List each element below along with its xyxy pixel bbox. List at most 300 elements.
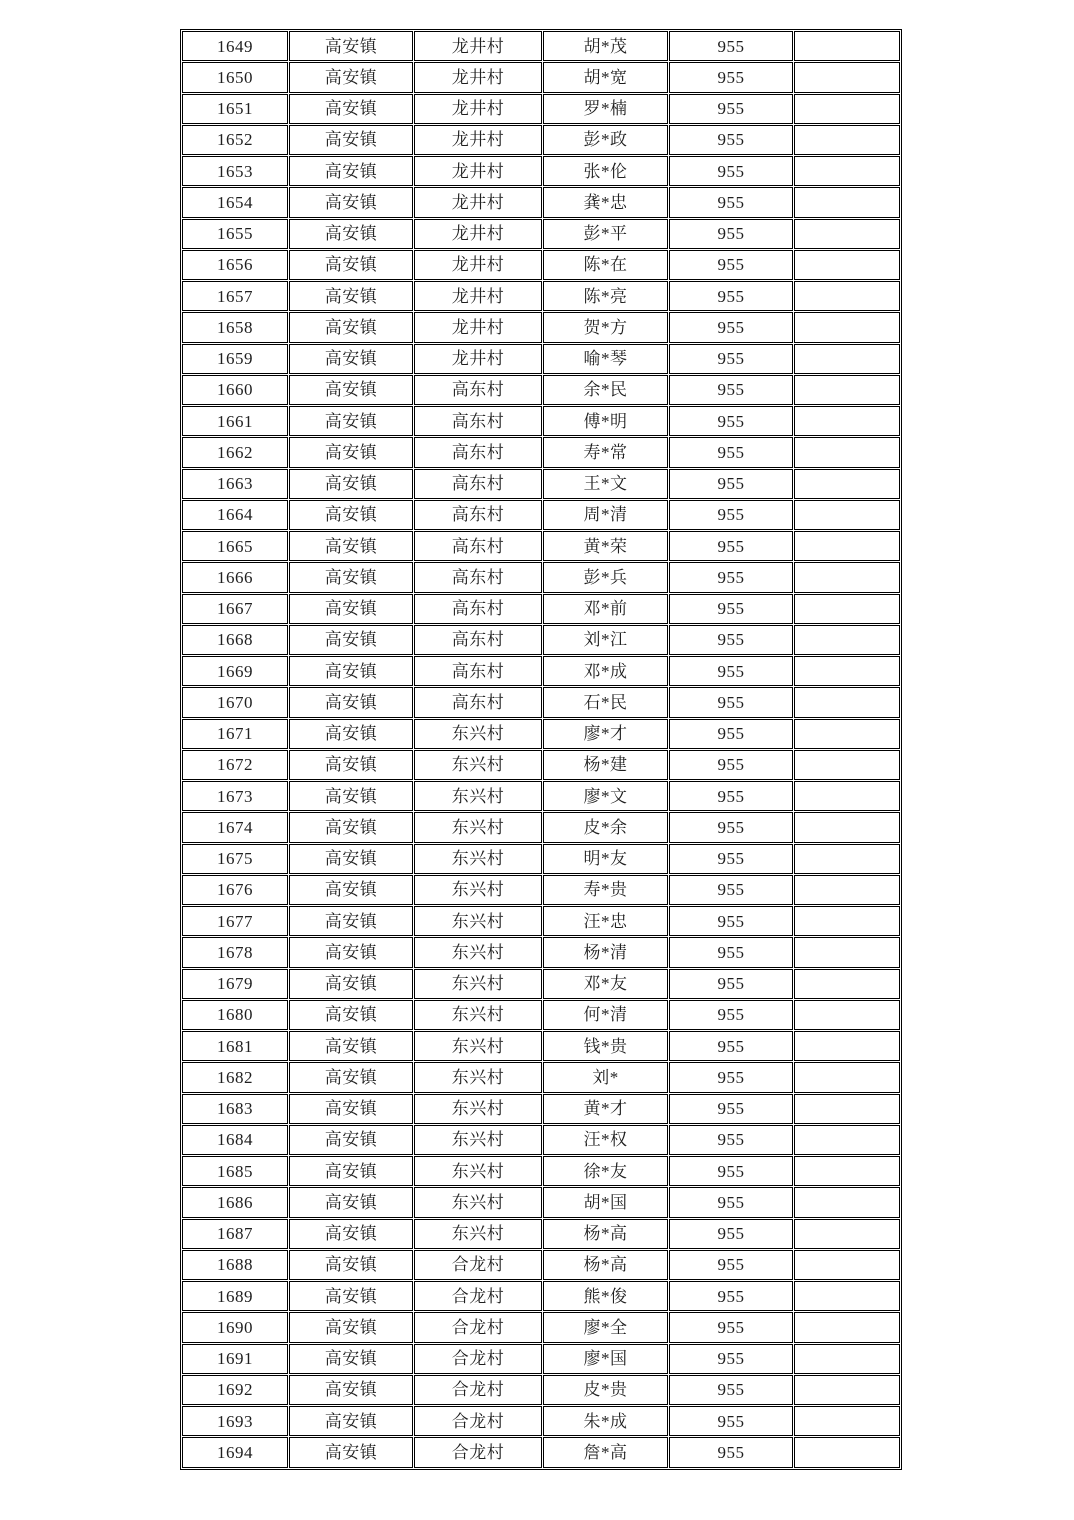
cell-sequence-number: 1678: [182, 937, 288, 967]
cell-sequence-number: 1684: [182, 1125, 288, 1155]
cell-sequence-number: 1677: [182, 906, 288, 936]
cell-town: 高安镇: [289, 469, 413, 499]
cell-village: 东兴村: [414, 1187, 542, 1217]
cell-person-name: 廖*才: [543, 719, 668, 749]
table-row: [182, 812, 900, 842]
cell-town: 高安镇: [289, 156, 413, 186]
cell-town: 高安镇: [289, 687, 413, 717]
cell-town: 高安镇: [289, 406, 413, 436]
table-row: [182, 531, 900, 561]
table-row: [182, 1312, 900, 1342]
cell-blank: [794, 625, 900, 655]
cell-blank: [794, 406, 900, 436]
cell-sequence-number: 1667: [182, 594, 288, 624]
cell-person-name: 彭*政: [543, 125, 668, 155]
cell-blank: [794, 1125, 900, 1155]
cell-town: 高安镇: [289, 1281, 413, 1311]
cell-town: 高安镇: [289, 125, 413, 155]
cell-person-name: 张*伦: [543, 156, 668, 186]
cell-blank: [794, 969, 900, 999]
cell-town: 高安镇: [289, 1219, 413, 1249]
cell-person-name: 朱*成: [543, 1406, 668, 1436]
cell-sequence-number: 1674: [182, 812, 288, 842]
cell-town: 高安镇: [289, 531, 413, 561]
cell-blank: [794, 469, 900, 499]
table-row: [182, 187, 900, 217]
cell-blank: [794, 375, 900, 405]
cell-blank: [794, 937, 900, 967]
cell-sequence-number: 1670: [182, 687, 288, 717]
cell-blank: [794, 1281, 900, 1311]
cell-village: 高东村: [414, 375, 542, 405]
cell-village: 东兴村: [414, 906, 542, 936]
table-row: [182, 656, 900, 686]
cell-person-name: 胡*宽: [543, 62, 668, 92]
cell-blank: [794, 875, 900, 905]
table-row: [182, 1062, 900, 1092]
cell-town: 高安镇: [289, 1344, 413, 1374]
cell-sequence-number: 1663: [182, 469, 288, 499]
cell-sequence-number: 1689: [182, 1281, 288, 1311]
cell-blank: [794, 437, 900, 467]
cell-blank: [794, 812, 900, 842]
table-row: [182, 750, 900, 780]
cell-village: 东兴村: [414, 1031, 542, 1061]
cell-village: 龙井村: [414, 312, 542, 342]
cell-person-name: 廖*文: [543, 781, 668, 811]
cell-village: 龙井村: [414, 250, 542, 280]
cell-person-name: 何*清: [543, 1000, 668, 1030]
cell-value: 955: [669, 1219, 793, 1249]
cell-person-name: 寿*贵: [543, 875, 668, 905]
table-row: [182, 844, 900, 874]
cell-person-name: 杨*建: [543, 750, 668, 780]
cell-value: 955: [669, 750, 793, 780]
cell-sequence-number: 1683: [182, 1094, 288, 1124]
cell-value: 955: [669, 1125, 793, 1155]
cell-village: 东兴村: [414, 719, 542, 749]
table-row: [182, 969, 900, 999]
cell-sequence-number: 1657: [182, 281, 288, 311]
cell-value: 955: [669, 625, 793, 655]
cell-village: 高东村: [414, 406, 542, 436]
cell-person-name: 王*文: [543, 469, 668, 499]
cell-value: 955: [669, 1156, 793, 1186]
cell-sequence-number: 1665: [182, 531, 288, 561]
cell-blank: [794, 687, 900, 717]
cell-town: 高安镇: [289, 1406, 413, 1436]
cell-village: 高东村: [414, 531, 542, 561]
cell-value: 955: [669, 250, 793, 280]
cell-person-name: 邓*前: [543, 594, 668, 624]
cell-blank: [794, 62, 900, 92]
cell-blank: [794, 1406, 900, 1436]
cell-town: 高安镇: [289, 187, 413, 217]
table-row: [182, 312, 900, 342]
cell-blank: [794, 1187, 900, 1217]
cell-person-name: 杨*高: [543, 1250, 668, 1280]
cell-village: 高东村: [414, 437, 542, 467]
cell-sequence-number: 1655: [182, 219, 288, 249]
cell-person-name: 彭*兵: [543, 562, 668, 592]
cell-sequence-number: 1682: [182, 1062, 288, 1092]
cell-sequence-number: 1659: [182, 344, 288, 374]
table-row: [182, 406, 900, 436]
cell-town: 高安镇: [289, 969, 413, 999]
cell-sequence-number: 1673: [182, 781, 288, 811]
cell-person-name: 邓*成: [543, 656, 668, 686]
cell-value: 955: [669, 656, 793, 686]
cell-village: 东兴村: [414, 750, 542, 780]
cell-sequence-number: 1666: [182, 562, 288, 592]
cell-person-name: 汪*忠: [543, 906, 668, 936]
cell-person-name: 廖*国: [543, 1344, 668, 1374]
cell-village: 东兴村: [414, 1219, 542, 1249]
cell-person-name: 徐*友: [543, 1156, 668, 1186]
table-row: [182, 594, 900, 624]
cell-value: 955: [669, 469, 793, 499]
cell-blank: [794, 1000, 900, 1030]
cell-sequence-number: 1685: [182, 1156, 288, 1186]
cell-town: 高安镇: [289, 1187, 413, 1217]
cell-value: 955: [669, 812, 793, 842]
cell-person-name: 皮*余: [543, 812, 668, 842]
cell-value: 955: [669, 594, 793, 624]
cell-village: 高东村: [414, 594, 542, 624]
cell-town: 高安镇: [289, 31, 413, 61]
cell-person-name: 石*民: [543, 687, 668, 717]
cell-value: 955: [669, 969, 793, 999]
cell-sequence-number: 1654: [182, 187, 288, 217]
cell-value: 955: [669, 281, 793, 311]
cell-sequence-number: 1688: [182, 1250, 288, 1280]
cell-village: 东兴村: [414, 969, 542, 999]
cell-person-name: 钱*贵: [543, 1031, 668, 1061]
table-row: [182, 1281, 900, 1311]
cell-value: 955: [669, 94, 793, 124]
cell-person-name: 刘*江: [543, 625, 668, 655]
cell-value: 955: [669, 156, 793, 186]
cell-town: 高安镇: [289, 781, 413, 811]
cell-blank: [794, 1250, 900, 1280]
cell-village: 东兴村: [414, 937, 542, 967]
cell-village: 东兴村: [414, 1000, 542, 1030]
cell-town: 高安镇: [289, 1250, 413, 1280]
table-row: [182, 500, 900, 530]
table-row: [182, 875, 900, 905]
cell-blank: [794, 1062, 900, 1092]
cell-sequence-number: 1671: [182, 719, 288, 749]
cell-person-name: 汪*权: [543, 1125, 668, 1155]
cell-village: 龙井村: [414, 94, 542, 124]
cell-village: 东兴村: [414, 1062, 542, 1092]
cell-town: 高安镇: [289, 250, 413, 280]
cell-blank: [794, 1312, 900, 1342]
cell-town: 高安镇: [289, 625, 413, 655]
cell-value: 955: [669, 531, 793, 561]
cell-village: 龙井村: [414, 31, 542, 61]
cell-sequence-number: 1687: [182, 1219, 288, 1249]
cell-town: 高安镇: [289, 719, 413, 749]
cell-person-name: 熊*俊: [543, 1281, 668, 1311]
table-row: [182, 375, 900, 405]
cell-value: 955: [669, 375, 793, 405]
cell-person-name: 杨*清: [543, 937, 668, 967]
cell-person-name: 邓*友: [543, 969, 668, 999]
cell-sequence-number: 1650: [182, 62, 288, 92]
cell-blank: [794, 31, 900, 61]
cell-person-name: 胡*茂: [543, 31, 668, 61]
cell-sequence-number: 1676: [182, 875, 288, 905]
cell-town: 高安镇: [289, 1031, 413, 1061]
cell-value: 955: [669, 219, 793, 249]
cell-village: 合龙村: [414, 1344, 542, 1374]
cell-village: 高东村: [414, 500, 542, 530]
cell-value: 955: [669, 1312, 793, 1342]
table-row: [182, 156, 900, 186]
cell-sequence-number: 1669: [182, 656, 288, 686]
table-row: [182, 906, 900, 936]
table-row: [182, 562, 900, 592]
cell-blank: [794, 844, 900, 874]
table-row: [182, 31, 900, 61]
table-row: [182, 687, 900, 717]
table-row: [182, 1250, 900, 1280]
cell-person-name: 罗*楠: [543, 94, 668, 124]
cell-village: 合龙村: [414, 1250, 542, 1280]
table-row: [182, 62, 900, 92]
table-row: [182, 94, 900, 124]
cell-value: 955: [669, 187, 793, 217]
cell-person-name: 胡*国: [543, 1187, 668, 1217]
cell-town: 高安镇: [289, 656, 413, 686]
cell-town: 高安镇: [289, 219, 413, 249]
cell-blank: [794, 187, 900, 217]
table-row: [182, 625, 900, 655]
cell-blank: [794, 719, 900, 749]
cell-sequence-number: 1691: [182, 1344, 288, 1374]
cell-sequence-number: 1658: [182, 312, 288, 342]
cell-blank: [794, 1094, 900, 1124]
cell-blank: [794, 781, 900, 811]
table-row: [182, 719, 900, 749]
cell-sequence-number: 1653: [182, 156, 288, 186]
cell-person-name: 陈*亮: [543, 281, 668, 311]
cell-town: 高安镇: [289, 437, 413, 467]
cell-value: 955: [669, 1344, 793, 1374]
cell-village: 龙井村: [414, 62, 542, 92]
table-row: [182, 781, 900, 811]
cell-town: 高安镇: [289, 1000, 413, 1030]
cell-person-name: 彭*平: [543, 219, 668, 249]
cell-sequence-number: 1652: [182, 125, 288, 155]
cell-sequence-number: 1693: [182, 1406, 288, 1436]
table-row: [182, 1031, 900, 1061]
cell-sequence-number: 1660: [182, 375, 288, 405]
cell-value: 955: [669, 906, 793, 936]
cell-sequence-number: 1662: [182, 437, 288, 467]
cell-value: 955: [669, 125, 793, 155]
cell-blank: [794, 1437, 900, 1468]
cell-blank: [794, 1375, 900, 1405]
cell-village: 龙井村: [414, 125, 542, 155]
cell-value: 955: [669, 687, 793, 717]
cell-village: 东兴村: [414, 1094, 542, 1124]
table-row: [182, 281, 900, 311]
cell-town: 高安镇: [289, 1156, 413, 1186]
cell-value: 955: [669, 1000, 793, 1030]
cell-blank: [794, 531, 900, 561]
table-row: [182, 937, 900, 967]
cell-person-name: 傅*明: [543, 406, 668, 436]
cell-village: 龙井村: [414, 219, 542, 249]
cell-town: 高安镇: [289, 812, 413, 842]
cell-blank: [794, 1344, 900, 1374]
cell-blank: [794, 125, 900, 155]
cell-town: 高安镇: [289, 1437, 413, 1468]
cell-village: 合龙村: [414, 1406, 542, 1436]
cell-value: 955: [669, 312, 793, 342]
cell-person-name: 喻*琴: [543, 344, 668, 374]
cell-town: 高安镇: [289, 844, 413, 874]
cell-village: 东兴村: [414, 875, 542, 905]
cell-town: 高安镇: [289, 1312, 413, 1342]
table-row: [182, 1156, 900, 1186]
cell-value: 955: [669, 1281, 793, 1311]
cell-town: 高安镇: [289, 312, 413, 342]
cell-blank: [794, 1156, 900, 1186]
cell-value: 955: [669, 31, 793, 61]
cell-value: 955: [669, 437, 793, 467]
cell-sequence-number: 1651: [182, 94, 288, 124]
cell-town: 高安镇: [289, 906, 413, 936]
cell-sequence-number: 1679: [182, 969, 288, 999]
cell-village: 东兴村: [414, 844, 542, 874]
cell-town: 高安镇: [289, 62, 413, 92]
cell-blank: [794, 94, 900, 124]
cell-sequence-number: 1692: [182, 1375, 288, 1405]
cell-person-name: 廖*全: [543, 1312, 668, 1342]
cell-village: 合龙村: [414, 1312, 542, 1342]
cell-value: 955: [669, 1094, 793, 1124]
cell-town: 高安镇: [289, 1062, 413, 1092]
cell-sequence-number: 1681: [182, 1031, 288, 1061]
cell-village: 合龙村: [414, 1375, 542, 1405]
cell-person-name: 贺*方: [543, 312, 668, 342]
cell-person-name: 寿*常: [543, 437, 668, 467]
cell-town: 高安镇: [289, 281, 413, 311]
cell-village: 龙井村: [414, 344, 542, 374]
cell-blank: [794, 344, 900, 374]
cell-blank: [794, 250, 900, 280]
cell-person-name: 皮*贵: [543, 1375, 668, 1405]
table-row: [182, 1344, 900, 1374]
cell-value: 955: [669, 344, 793, 374]
cell-town: 高安镇: [289, 937, 413, 967]
cell-town: 高安镇: [289, 500, 413, 530]
cell-value: 955: [669, 844, 793, 874]
table-row: [182, 219, 900, 249]
cell-village: 东兴村: [414, 781, 542, 811]
cell-person-name: 周*清: [543, 500, 668, 530]
cell-town: 高安镇: [289, 1375, 413, 1405]
cell-town: 高安镇: [289, 375, 413, 405]
cell-blank: [794, 156, 900, 186]
cell-value: 955: [669, 719, 793, 749]
table-row: [182, 1406, 900, 1436]
cell-value: 955: [669, 562, 793, 592]
table-row: [182, 1125, 900, 1155]
cell-sequence-number: 1656: [182, 250, 288, 280]
cell-village: 合龙村: [414, 1437, 542, 1468]
cell-town: 高安镇: [289, 750, 413, 780]
cell-value: 955: [669, 1062, 793, 1092]
table-row: [182, 344, 900, 374]
cell-sequence-number: 1694: [182, 1437, 288, 1468]
cell-person-name: 余*民: [543, 375, 668, 405]
cell-value: 955: [669, 1406, 793, 1436]
cell-village: 高东村: [414, 469, 542, 499]
cell-town: 高安镇: [289, 562, 413, 592]
table-row: [182, 1187, 900, 1217]
cell-blank: [794, 281, 900, 311]
table-row: [182, 469, 900, 499]
cell-blank: [794, 562, 900, 592]
cell-blank: [794, 219, 900, 249]
cell-blank: [794, 656, 900, 686]
table-body: [182, 31, 900, 1468]
cell-blank: [794, 500, 900, 530]
cell-value: 955: [669, 406, 793, 436]
cell-blank: [794, 1031, 900, 1061]
table-row: [182, 250, 900, 280]
cell-town: 高安镇: [289, 344, 413, 374]
roster-table: [180, 29, 902, 1470]
cell-person-name: 杨*高: [543, 1219, 668, 1249]
table-row: [182, 1437, 900, 1468]
cell-value: 955: [669, 781, 793, 811]
table-row: [182, 1000, 900, 1030]
cell-value: 955: [669, 1375, 793, 1405]
cell-blank: [794, 750, 900, 780]
cell-village: 高东村: [414, 562, 542, 592]
cell-value: 955: [669, 1031, 793, 1061]
cell-value: 955: [669, 500, 793, 530]
cell-sequence-number: 1661: [182, 406, 288, 436]
cell-blank: [794, 906, 900, 936]
cell-sequence-number: 1675: [182, 844, 288, 874]
cell-sequence-number: 1680: [182, 1000, 288, 1030]
cell-person-name: 刘*: [543, 1062, 668, 1092]
cell-value: 955: [669, 875, 793, 905]
cell-village: 高东村: [414, 687, 542, 717]
cell-blank: [794, 594, 900, 624]
cell-village: 龙井村: [414, 281, 542, 311]
cell-town: 高安镇: [289, 1094, 413, 1124]
cell-village: 龙井村: [414, 187, 542, 217]
cell-person-name: 陈*在: [543, 250, 668, 280]
cell-blank: [794, 1219, 900, 1249]
table-row: [182, 1094, 900, 1124]
cell-value: 955: [669, 1437, 793, 1468]
cell-sequence-number: 1690: [182, 1312, 288, 1342]
cell-sequence-number: 1672: [182, 750, 288, 780]
table-row: [182, 1219, 900, 1249]
cell-person-name: 詹*高: [543, 1437, 668, 1468]
cell-town: 高安镇: [289, 875, 413, 905]
cell-village: 高东村: [414, 625, 542, 655]
cell-person-name: 黄*才: [543, 1094, 668, 1124]
